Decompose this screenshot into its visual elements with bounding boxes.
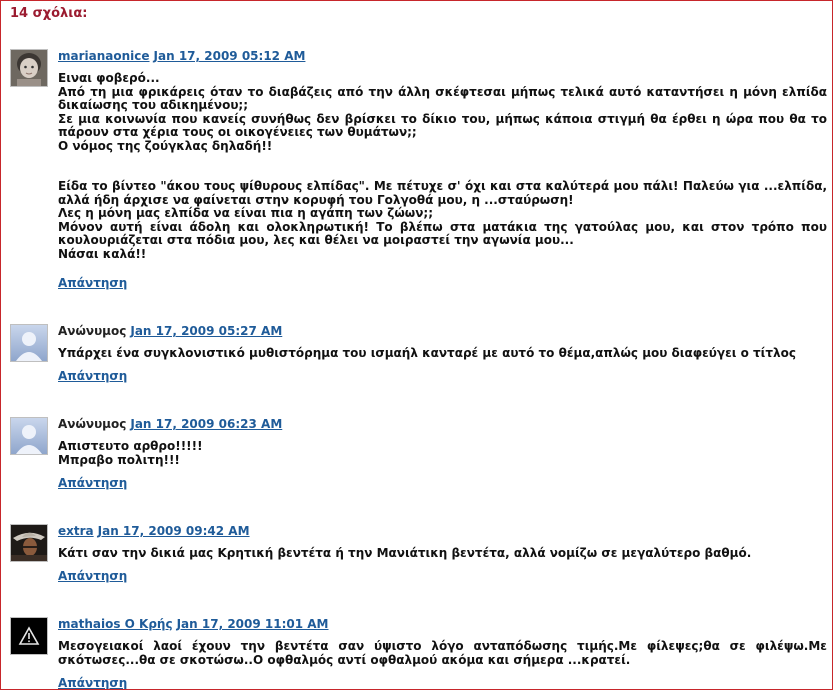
- warning-avatar-icon[interactable]: [10, 617, 48, 655]
- comment-body: [58, 440, 827, 467]
- child-photo-avatar-icon[interactable]: [10, 49, 48, 87]
- comment-date-link[interactable]: Jan 17, 2009 06:23 AM: [130, 417, 283, 431]
- comment-line: Κάτι σαν την δικιά μας Κρητική βεντέτα ή την Μανιάτικη βεντέτα, αλλά νομίζω σε μεγαλύτερο βαθμό.: [58, 546, 752, 560]
- comment-body: [58, 547, 827, 561]
- comment-date-link[interactable]: Jan 17, 2009 05:12 AM: [153, 49, 306, 63]
- comment-meta: [58, 49, 305, 63]
- comment-line: Ειναι φοβερό...: [58, 71, 160, 85]
- comment-meta: [58, 324, 282, 338]
- reply-link[interactable]: Απάντηση: [58, 676, 128, 690]
- comment-line: Απιστευτο αρθρο!!!!!: [58, 439, 203, 453]
- comment-line: Λες η μόνη μας ελπίδα να είναι πια η αγάπη των ζώων;;: [58, 206, 433, 220]
- comment-line: Μπραβο πολιτη!!!: [58, 452, 180, 467]
- comment-line: Μεσογειακοί λαοί έχουν την βεντέτα σαν ύψιστο λόγο ανταπόδωσης τιμής.Με φίλεψες;θα σε φιλέψω.Με σκότωσες...θα σε σκοτώσω..Ο οφθαλμός αντί οφθαλμού ακόμα και σήμερα ...κρατεί.: [58, 639, 827, 667]
- reply-link[interactable]: Απάντηση: [58, 476, 128, 490]
- comment-author-link[interactable]: marianaonice: [58, 49, 150, 63]
- comments-count-heading: 14 σχόλια:: [10, 6, 88, 21]
- cowboy-photo-avatar-icon[interactable]: [10, 524, 48, 562]
- comment-line: Υπάρχει ένα συγκλονιστικό μυθιστόρημα του ισμαήλ κανταρέ με αυτό το θέμα,απλώς μου διαφεύγει ο τίτλος: [58, 346, 796, 360]
- comment-author: Ανώνυμος: [58, 324, 127, 338]
- comment-author-link[interactable]: mathaios Ο Κρής: [58, 617, 173, 631]
- comment-author-link[interactable]: extra: [58, 524, 94, 538]
- comment-meta: [58, 617, 329, 631]
- comment-line: Νάσαι καλά!!: [58, 246, 147, 261]
- comment-line: [58, 167, 827, 181]
- comment-date-link[interactable]: Jan 17, 2009 05:27 AM: [130, 324, 283, 338]
- comment-meta: [58, 417, 282, 431]
- comment-line: Ο νόμος της ζούγκλας δηλαδή!!: [58, 138, 273, 153]
- comment-date-link[interactable]: Jan 17, 2009 09:42 AM: [97, 524, 250, 538]
- comment-line: Είδα το βίντεο "άκου τους ψίθυρους ελπίδας". Με πέτυχε σ' όχι και στα καλύτερά μου πάλι! Παλεύω για ...ελπίδα, αλλά ήδη άρχισε να φαίνεται στην κορυφή του Γολγοθά μου, η ...σταύρωση!: [58, 179, 827, 207]
- comment-line: [58, 153, 827, 167]
- comment-body: [58, 640, 827, 667]
- comment-meta: [58, 524, 250, 538]
- comment-body: [58, 347, 827, 361]
- comment-line: Μόνον αυτή είναι άδολη και ολοκληρωτική! Το βλέπω στα ματάκια της γατούλας μου, και στον τρόπο που κουλουριάζεται στα πόδια μου, λες και θέλει να μοιραστεί την αγωνία μου...: [58, 219, 827, 247]
- anonymous-avatar-icon[interactable]: [10, 324, 48, 362]
- comment-line: Σε μια κοινωνία που κανείς συνήθως δεν βρίσκει το δίκιο του, μήπως κάποια στιγμή θα έρθει η ώρα που θα το πάρουν στα χέρια τους οι οικογένειες των θυμάτων;;: [58, 111, 827, 139]
- reply-link[interactable]: Απάντηση: [58, 276, 128, 290]
- comment-line: Από τη μια φρικάρεις όταν το διαβάζεις από την άλλη σκέφτεσαι μήπως τελικά αυτό καταντήσει η μόνη ελπίδα δικαίωσης του αδικημένου;;: [58, 84, 827, 112]
- comment-body: [58, 72, 827, 261]
- reply-link[interactable]: Απάντηση: [58, 569, 128, 583]
- reply-link[interactable]: Απάντηση: [58, 369, 128, 383]
- comment-date-link[interactable]: Jan 17, 2009 11:01 AM: [176, 617, 329, 631]
- comment-author: Ανώνυμος: [58, 417, 127, 431]
- anonymous-avatar-icon[interactable]: [10, 417, 48, 455]
